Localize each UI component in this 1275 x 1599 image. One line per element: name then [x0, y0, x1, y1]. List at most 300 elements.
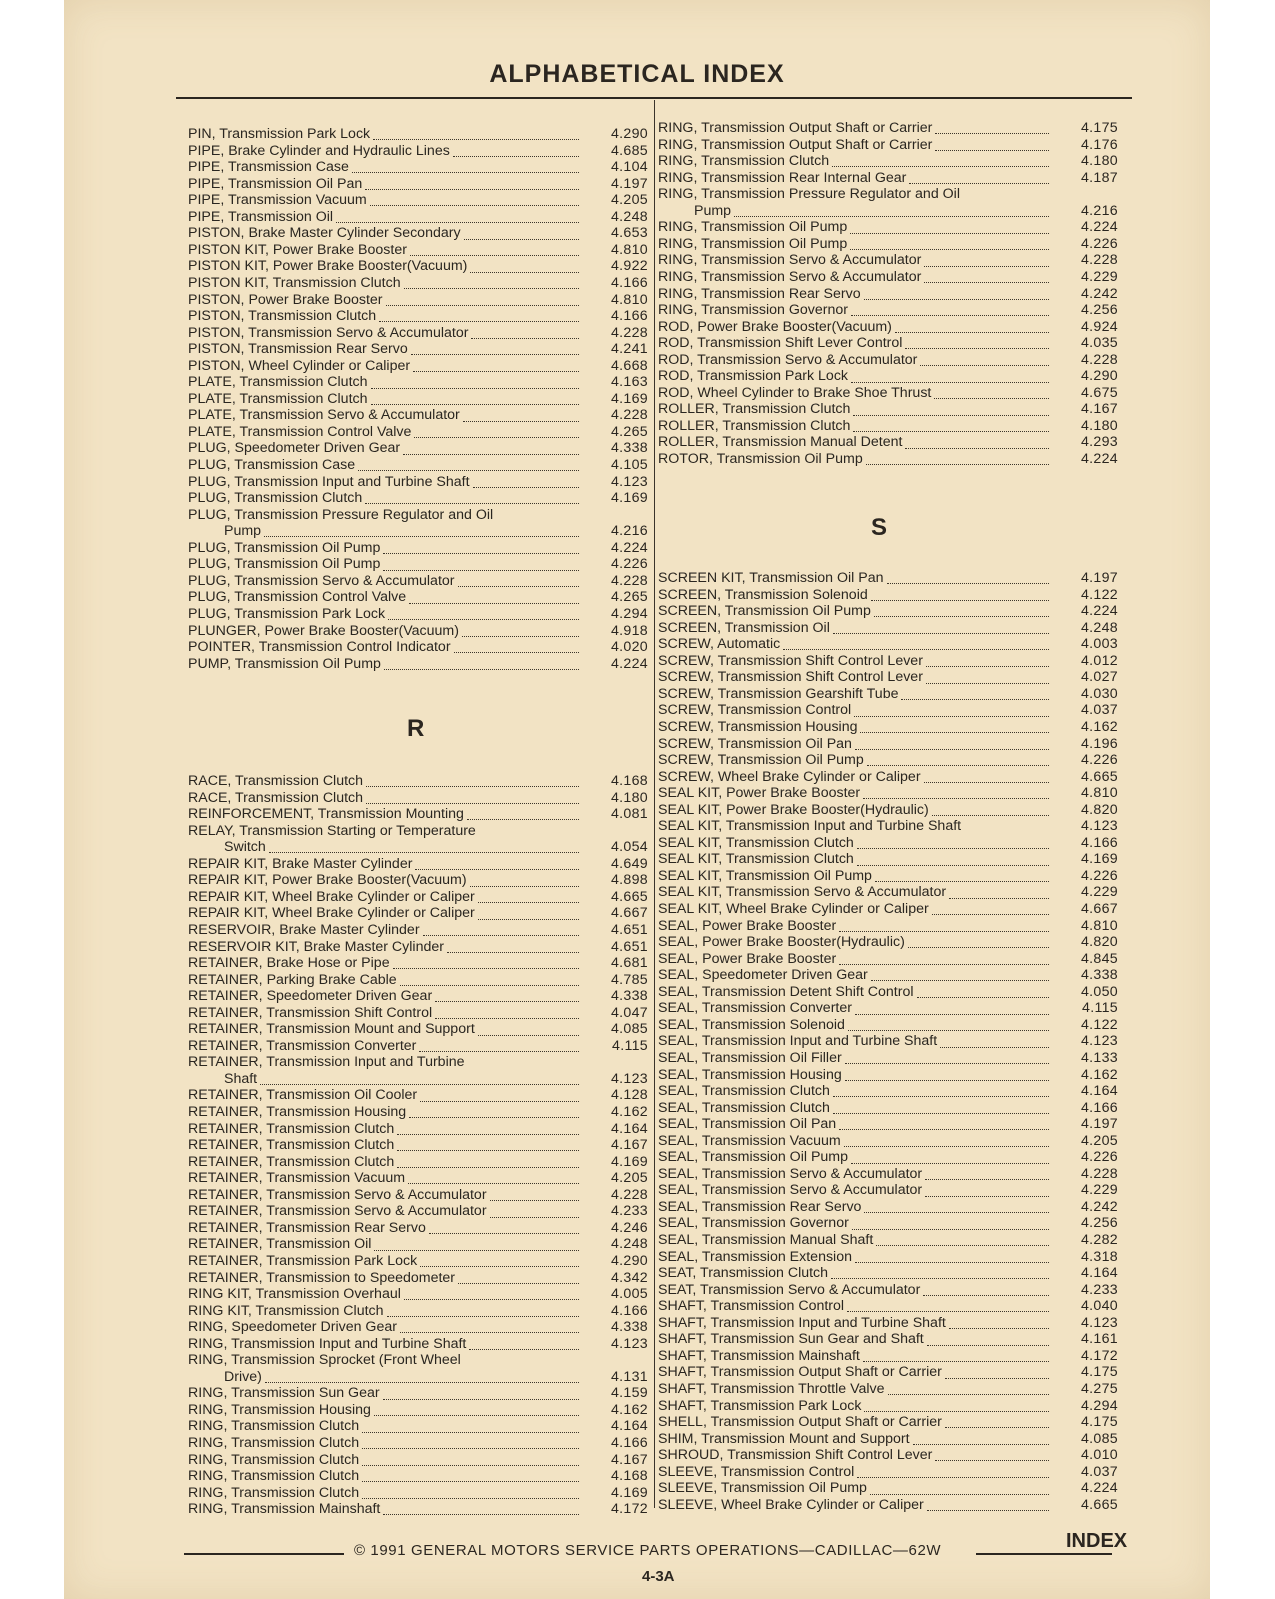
entry-text: PLUG, Speedometer Driven Gear — [188, 440, 401, 457]
leader-dots — [478, 908, 579, 920]
entry-page-ref: 4.180 — [1080, 417, 1118, 434]
entry-page-ref: 4.054 — [610, 839, 648, 856]
entry-text: RETAINER, Transmission Vacuum — [188, 1170, 406, 1187]
entry-text: PISTON KIT, Transmission Clutch — [188, 274, 401, 291]
index-entry — [188, 1336, 648, 1353]
entry-page-ref: 4.176 — [1080, 136, 1118, 153]
entry-page-ref: 4.290 — [610, 1252, 648, 1269]
entry-text: RING, Transmission Clutch — [188, 1484, 360, 1501]
entry-page-ref: 4.164 — [1080, 1083, 1118, 1100]
entry-page-ref: 4.228 — [610, 572, 648, 589]
index-entry — [658, 769, 1118, 786]
entry-page-ref: 4.085 — [1080, 1430, 1118, 1447]
entry-page-ref: 4.228 — [1080, 252, 1118, 269]
entry-page-ref: 4.012 — [1080, 652, 1118, 669]
entry-text: SEAL, Transmission Housing — [658, 1066, 842, 1083]
index-entry — [658, 603, 1118, 620]
entry-page-ref: 4.665 — [1080, 768, 1118, 785]
entry-text: Drive) — [224, 1368, 262, 1385]
leader-dots — [855, 738, 1049, 750]
entry-page-ref: 4.169 — [610, 490, 648, 507]
leader-dots — [463, 410, 579, 422]
entry-page-ref: 4.166 — [1080, 1099, 1118, 1116]
entry-page-ref: 4.820 — [1080, 801, 1118, 818]
leader-dots — [848, 1019, 1049, 1031]
entry-text: SEAL, Transmission Detent Shift Control — [658, 983, 914, 1000]
leader-dots — [383, 1503, 579, 1515]
entry-page-ref: 4.216 — [1080, 202, 1118, 219]
leader-dots — [870, 1483, 1049, 1495]
entry-text: RING, Transmission Sprocket (Front Wheel — [188, 1352, 461, 1369]
index-entry — [658, 653, 1118, 670]
leader-dots — [839, 920, 1049, 932]
entry-text: PIPE, Transmission Oil — [188, 208, 334, 225]
entry-text: SCREEN, Transmission Solenoid — [658, 586, 868, 603]
index-entry — [188, 143, 648, 160]
index-entry — [188, 1038, 648, 1055]
entry-page-ref: 4.166 — [610, 274, 648, 291]
leader-dots — [409, 1106, 579, 1118]
entry-page-ref: 4.248 — [1080, 619, 1118, 636]
index-entry — [188, 823, 648, 840]
entry-text: SHIM, Transmission Mount and Support — [658, 1430, 910, 1447]
leader-dots — [864, 1201, 1049, 1213]
leader-dots — [365, 492, 579, 504]
index-entry — [188, 905, 648, 922]
index-entry — [658, 401, 1118, 418]
index-entry — [188, 988, 648, 1005]
leader-dots — [362, 1487, 579, 1499]
entry-page-ref: 4.681 — [610, 955, 648, 972]
index-entry — [188, 573, 648, 590]
index-entry — [188, 225, 648, 242]
leader-dots — [924, 271, 1049, 283]
leader-dots — [949, 887, 1049, 899]
index-entry — [658, 319, 1118, 336]
leader-dots — [490, 1189, 579, 1201]
entry-text: ROLLER, Transmission Clutch — [658, 417, 851, 434]
entry-page-ref: 4.180 — [610, 789, 648, 806]
index-entry — [658, 1166, 1118, 1183]
entry-page-ref: 4.228 — [610, 1186, 648, 1203]
entry-text: PISTON, Transmission Servo & Accumulator — [188, 324, 469, 341]
index-entry — [188, 1418, 648, 1435]
leader-dots — [415, 858, 579, 870]
entry-page-ref: 4.265 — [610, 423, 648, 440]
leader-dots — [839, 953, 1049, 965]
entry-page-ref: 4.128 — [610, 1087, 648, 1104]
leader-dots — [905, 337, 1049, 349]
leader-dots — [909, 172, 1049, 184]
entry-text: SCREW, Transmission Housing — [658, 718, 858, 735]
leader-dots — [362, 1421, 579, 1433]
entry-text: Pump — [224, 523, 262, 540]
entry-page-ref: 4.169 — [610, 1153, 648, 1170]
index-entry — [188, 1236, 648, 1253]
index-entry — [188, 1253, 648, 1270]
leader-dots — [917, 986, 1050, 998]
leader-dots — [260, 1073, 579, 1085]
leader-dots — [831, 1267, 1049, 1279]
entry-text: PLUG, Transmission Oil Pump — [188, 539, 381, 556]
entry-text: RETAINER, Transmission Rear Servo — [188, 1219, 426, 1236]
leader-dots — [358, 459, 579, 471]
entry-page-ref: 4.115 — [612, 1037, 648, 1054]
index-entry — [658, 1249, 1118, 1266]
entry-text: PLUG, Transmission Clutch — [188, 490, 363, 507]
entry-text: SEAL, Transmission Oil Pump — [658, 1149, 849, 1166]
leader-dots — [467, 808, 579, 820]
entry-text: SHAFT, Transmission Control — [658, 1298, 845, 1315]
leader-dots — [384, 658, 579, 670]
index-entry — [658, 818, 1118, 835]
entry-page-ref: 4.820 — [1080, 934, 1118, 951]
entry-text: RETAINER, Transmission Housing — [188, 1104, 407, 1120]
leader-dots — [935, 122, 1049, 134]
entry-text: PISTON KIT, Power Brake Booster — [188, 241, 407, 258]
entry-text: RING, Transmission Clutch — [188, 1435, 360, 1451]
entry-page-ref: 4.229 — [1080, 884, 1118, 901]
entry-text: SEAL, Transmission Servo & Accumulator — [658, 1182, 923, 1199]
index-entry — [188, 540, 648, 557]
leader-dots — [864, 1400, 1049, 1412]
leader-dots — [832, 155, 1049, 167]
leader-dots — [923, 1284, 1049, 1296]
entry-page-ref: 4.229 — [1080, 1182, 1118, 1199]
entry-page-ref: 4.172 — [1080, 1347, 1118, 1364]
entry-page-ref: 4.164 — [610, 1418, 648, 1435]
index-entry — [658, 901, 1118, 918]
leader-dots — [386, 294, 580, 306]
entry-page-ref: 4.224 — [610, 655, 648, 672]
entry-page-ref: 4.228 — [1080, 351, 1118, 368]
leader-dots — [854, 705, 1049, 717]
leader-dots — [435, 990, 579, 1002]
entry-text: SEAL, Transmission Vacuum — [658, 1132, 841, 1149]
index-entry — [188, 606, 648, 623]
leader-dots — [945, 1416, 1049, 1428]
index-entry — [658, 1315, 1118, 1332]
leader-dots — [435, 1007, 579, 1019]
entry-page-ref: 4.040 — [1080, 1298, 1118, 1315]
leader-dots — [408, 1172, 579, 1184]
leader-dots — [833, 1085, 1049, 1097]
index-entry — [658, 186, 1118, 203]
leader-dots — [926, 672, 1049, 684]
entry-page-ref: 4.163 — [610, 374, 648, 391]
leader-dots — [387, 1305, 579, 1317]
leader-dots — [932, 903, 1049, 915]
entry-text: RING, Transmission Clutch — [188, 1468, 360, 1485]
index-entry — [188, 1452, 648, 1469]
index-entry — [188, 1071, 648, 1088]
leader-dots — [336, 211, 579, 223]
entry-text: SEAL, Transmission Oil Pan — [658, 1116, 837, 1133]
leader-dots — [473, 476, 579, 488]
entry-page-ref: 4.180 — [1080, 153, 1118, 170]
index-entry — [658, 352, 1118, 369]
leader-dots — [453, 145, 579, 157]
entry-text: RING KIT, Transmission Clutch — [188, 1302, 384, 1319]
entry-page-ref: 4.275 — [1080, 1380, 1118, 1397]
index-entry — [188, 374, 648, 391]
entry-text: RETAINER, Transmission Clutch — [188, 1120, 395, 1137]
entry-text: SHAFT, Transmission Input and Turbine Shaft — [658, 1314, 946, 1331]
entry-text: RETAINER, Transmission Clutch — [188, 1153, 395, 1170]
index-entry — [658, 219, 1118, 236]
index-entry — [658, 252, 1118, 269]
entry-text: RING, Transmission Input and Turbine Shaft — [188, 1335, 467, 1352]
entry-page-ref: 4.122 — [1080, 1016, 1118, 1033]
entry-page-ref: 4.651 — [610, 938, 648, 955]
leader-dots — [863, 1350, 1049, 1362]
leader-dots — [920, 354, 1049, 366]
entry-page-ref: 4.256 — [1080, 1215, 1118, 1232]
footer-section-label: INDEX — [1066, 1530, 1128, 1552]
leader-dots — [851, 371, 1049, 383]
leader-dots — [934, 387, 1049, 399]
entry-text: SHAFT, Transmission Output Shaft or Carrier — [658, 1364, 942, 1381]
leader-dots — [895, 321, 1049, 333]
entry-page-ref: 4.166 — [610, 308, 648, 325]
leader-dots — [458, 1272, 579, 1284]
leader-dots — [945, 1367, 1049, 1379]
entry-text: SEAT, Transmission Clutch — [658, 1265, 829, 1282]
index-entry — [658, 1381, 1118, 1398]
entry-page-ref: 4.167 — [1080, 401, 1118, 418]
index-entry — [658, 967, 1118, 984]
entry-text: ROD, Transmission Servo & Accumulator — [658, 351, 918, 368]
entry-text: PISTON, Transmission Clutch — [188, 308, 377, 325]
entry-page-ref: 4.123 — [1080, 818, 1118, 835]
entry-page-ref: 4.205 — [610, 1170, 648, 1187]
entry-page-ref: 4.162 — [610, 1401, 648, 1418]
entry-page-ref: 4.667 — [610, 905, 648, 922]
index-entry — [188, 1485, 648, 1502]
entry-page-ref: 4.196 — [1080, 735, 1118, 752]
entry-text: RING, Transmission Clutch — [188, 1418, 360, 1435]
leader-dots — [850, 238, 1049, 250]
leader-dots — [383, 542, 579, 554]
entry-page-ref: 4.162 — [610, 1104, 648, 1120]
leader-dots — [940, 1036, 1049, 1048]
leader-dots — [429, 1222, 579, 1234]
entry-page-ref: 4.162 — [1080, 1066, 1118, 1083]
entry-text: RETAINER, Transmission to Speedometer — [188, 1269, 456, 1286]
leader-dots — [410, 244, 579, 256]
index-entry — [188, 623, 648, 640]
entry-text: RING, Transmission Output Shaft or Carrier — [658, 120, 933, 136]
entry-page-ref: 4.169 — [610, 1484, 648, 1501]
entry-text: RETAINER, Transmission Oil Cooler — [188, 1087, 418, 1104]
entry-page-ref: 4.166 — [610, 1435, 648, 1451]
index-entry — [658, 153, 1118, 170]
index-entry — [188, 1220, 648, 1237]
leader-dots — [925, 1168, 1049, 1180]
entry-page-ref: 4.115 — [1082, 1000, 1118, 1017]
index-entry — [658, 736, 1118, 753]
entry-page-ref: 4.164 — [1080, 1265, 1118, 1282]
index-entry — [658, 137, 1118, 154]
index-entry — [188, 856, 648, 873]
index-entry — [658, 1000, 1118, 1017]
index-entry — [658, 120, 1118, 137]
leader-dots — [932, 804, 1049, 816]
index-entry — [658, 1232, 1118, 1249]
entry-page-ref: 4.653 — [610, 225, 648, 242]
entry-page-ref: 4.123 — [1080, 1314, 1118, 1331]
entry-text: RING, Transmission Sun Gear — [188, 1385, 380, 1402]
entry-page-ref: 4.123 — [610, 1070, 648, 1087]
entry-text: SEAL, Power Brake Booster — [658, 917, 837, 934]
index-entry — [188, 889, 648, 906]
leader-dots — [855, 1251, 1049, 1263]
leader-dots — [397, 1123, 579, 1135]
entry-text: SEAL, Transmission Solenoid — [658, 1016, 845, 1033]
leader-dots — [925, 1185, 1049, 1197]
entry-page-ref: 4.168 — [610, 773, 648, 789]
leader-dots — [373, 128, 579, 140]
entry-page-ref: 4.845 — [1080, 950, 1118, 967]
entry-page-ref: 4.104 — [610, 159, 648, 176]
entry-text: SEAL, Transmission Clutch — [658, 1099, 830, 1116]
leader-dots — [411, 343, 579, 355]
entry-page-ref: 4.175 — [1080, 1364, 1118, 1381]
entry-text: SCREW, Transmission Shift Control Lever — [658, 652, 923, 669]
entry-page-ref: 4.922 — [610, 258, 648, 275]
leader-dots — [423, 924, 579, 936]
entry-text: REPAIR KIT, Wheel Brake Cylinder or Caliper — [188, 888, 475, 905]
index-entry — [188, 523, 648, 540]
entry-page-ref: 4.123 — [610, 1335, 648, 1352]
leader-dots — [855, 1003, 1049, 1015]
entry-text: SHAFT, Transmission Sun Gear and Shaft — [658, 1331, 924, 1348]
entry-text: REINFORCEMENT, Transmission Mounting — [188, 806, 464, 823]
index-entry — [188, 474, 648, 491]
index-entry — [188, 939, 648, 956]
entry-page-ref: 4.169 — [1080, 851, 1118, 868]
leader-dots — [867, 754, 1049, 766]
index-entry — [658, 1282, 1118, 1299]
leader-dots — [924, 255, 1049, 267]
index-entry — [188, 972, 648, 989]
column-divider — [654, 100, 655, 1508]
entry-page-ref: 4.205 — [1080, 1132, 1118, 1149]
entry-text: RING, Transmission Clutch — [188, 1451, 360, 1468]
index-entry — [658, 918, 1118, 935]
entry-text: SEAL KIT, Transmission Oil Pump — [658, 867, 872, 884]
section-letter-r: R — [407, 715, 425, 742]
entry-text: SEAL, Transmission Converter — [658, 1000, 852, 1017]
leader-dots — [413, 360, 579, 372]
index-entry — [658, 434, 1118, 451]
entry-page-ref: 4.810 — [1080, 785, 1118, 802]
index-entry — [188, 308, 648, 325]
index-entry — [658, 1182, 1118, 1199]
entry-text: PISTON, Power Brake Booster — [188, 291, 383, 308]
entry-page-ref: 4.133 — [1080, 1049, 1118, 1066]
leader-dots — [839, 1118, 1049, 1130]
entry-text: REPAIR KIT, Wheel Brake Cylinder or Caliper — [188, 905, 475, 922]
leader-dots — [265, 1371, 579, 1383]
index-entry — [658, 1265, 1118, 1282]
leader-dots — [833, 622, 1049, 634]
entry-text: ROD, Transmission Park Lock — [658, 368, 849, 385]
entry-page-ref: 4.187 — [1080, 169, 1118, 186]
entry-text: SEAL KIT, Power Brake Booster(Hydraulic) — [658, 801, 929, 818]
entry-text: POINTER, Transmission Control Indicator — [188, 639, 451, 656]
index-entry — [658, 269, 1118, 286]
index-entry — [188, 1270, 648, 1287]
entry-page-ref: 4.030 — [1080, 685, 1118, 702]
index-entry — [658, 702, 1118, 719]
leader-dots — [414, 426, 579, 438]
leader-dots — [905, 437, 1049, 449]
index-entry — [658, 1414, 1118, 1431]
index-entry — [658, 368, 1118, 385]
leader-dots — [926, 655, 1049, 667]
index-entry — [188, 275, 648, 292]
index-entry — [188, 1154, 648, 1171]
index-entry — [658, 984, 1118, 1001]
entry-text: PLUG, Transmission Control Valve — [188, 589, 407, 606]
leader-dots — [400, 1321, 579, 1333]
leader-dots — [850, 222, 1049, 234]
entry-text: RING, Speedometer Driven Gear — [188, 1319, 397, 1336]
entry-page-ref: 4.226 — [610, 556, 648, 573]
entry-page-ref: 4.246 — [610, 1219, 648, 1236]
leader-dots — [379, 310, 579, 322]
index-entry — [188, 556, 648, 573]
index-entry — [188, 806, 648, 823]
entry-text: SCREW, Automatic — [658, 636, 781, 653]
leader-dots — [857, 837, 1049, 849]
entry-page-ref: 4.197 — [1080, 570, 1118, 586]
index-entry — [658, 170, 1118, 187]
entry-text: PLUG, Transmission Pressure Regulator and Oil — [188, 506, 494, 523]
index-entry — [658, 1083, 1118, 1100]
index-entry — [658, 868, 1118, 885]
index-entry — [188, 639, 648, 656]
leader-dots — [403, 443, 579, 455]
entry-page-ref: 4.228 — [1080, 1165, 1118, 1182]
entry-page-ref: 4.810 — [1080, 917, 1118, 934]
entry-text: RING, Transmission Governor — [658, 302, 849, 319]
entry-text: RETAINER, Transmission Converter — [188, 1037, 417, 1054]
entry-text: RING, Transmission Housing — [188, 1401, 371, 1418]
leader-dots — [420, 1255, 579, 1267]
leader-dots — [383, 1388, 579, 1400]
index-entry — [188, 1369, 648, 1386]
leader-dots — [845, 1052, 1049, 1064]
entry-text: Switch — [224, 839, 266, 856]
index-entry — [658, 1215, 1118, 1232]
leader-dots — [857, 1466, 1049, 1478]
entry-text: PLUG, Transmission Servo & Accumulator — [188, 572, 455, 589]
index-entry — [658, 418, 1118, 435]
leader-dots — [464, 228, 579, 240]
index-entry — [188, 407, 648, 424]
index-entry — [188, 391, 648, 408]
leader-dots — [857, 854, 1049, 866]
index-entry — [658, 385, 1118, 402]
entry-text: PLUG, Transmission Park Lock — [188, 605, 386, 622]
entry-page-ref: 4.233 — [610, 1203, 648, 1220]
index-entry — [188, 1352, 648, 1369]
leader-dots — [866, 453, 1049, 465]
entry-text: SEAL KIT, Transmission Input and Turbine Shaft — [658, 818, 962, 835]
entry-text: SHROUD, Transmission Shift Control Lever — [658, 1447, 933, 1464]
